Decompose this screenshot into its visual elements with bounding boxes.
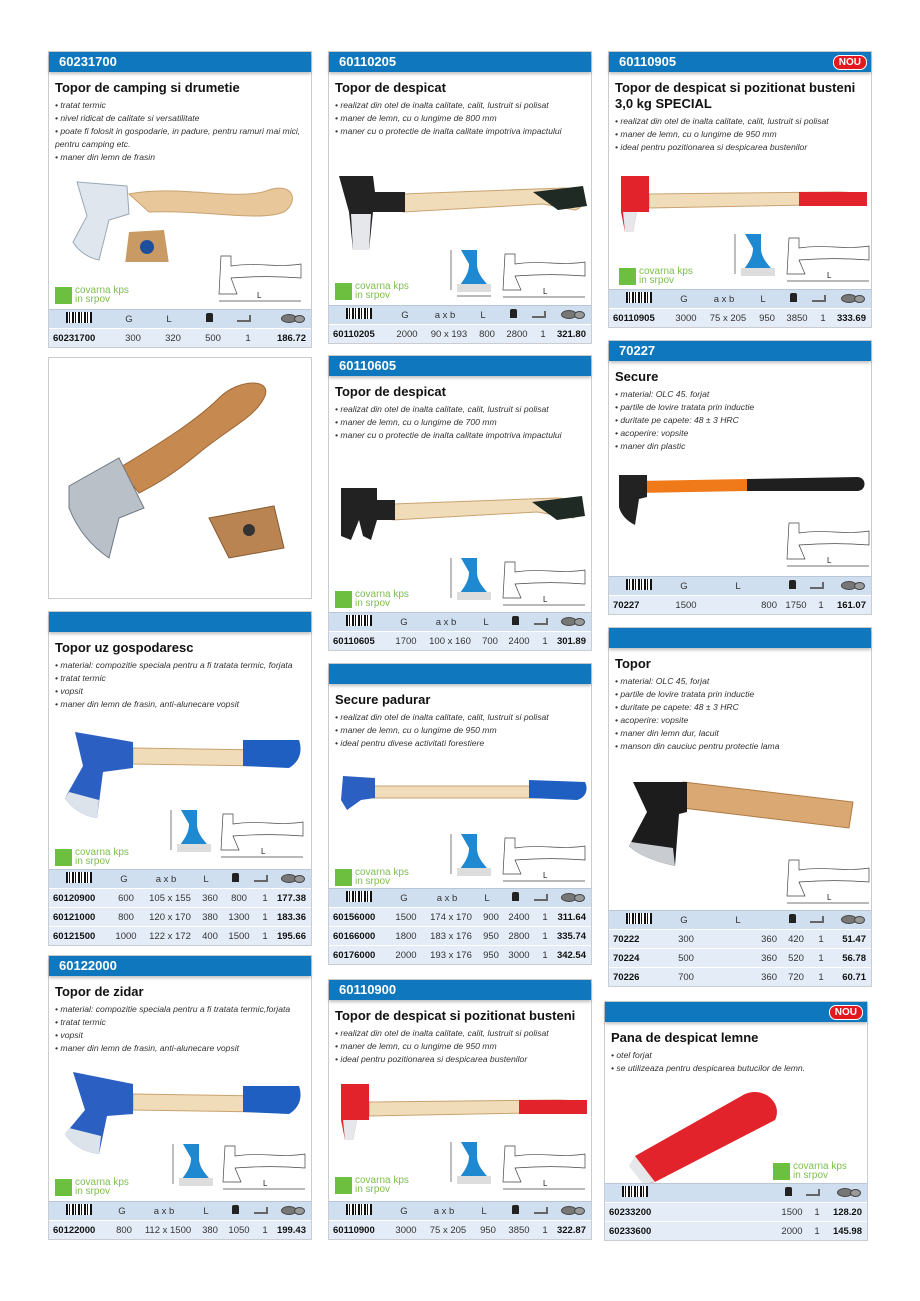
brand-logo-mark-icon	[335, 591, 352, 608]
head-dimension-diagram	[447, 248, 497, 300]
brand-logo-mark-icon	[335, 283, 352, 300]
feature-item: • partile de lovire tratata prin inductie	[615, 688, 865, 701]
weight-icon	[512, 616, 519, 625]
svg-text:L: L	[261, 847, 266, 856]
table-row: 60156000 1500 174 x 170 900 2400 1 311.64	[329, 907, 591, 926]
product-card-60110905	[608, 51, 872, 328]
dimension-diagram	[785, 858, 871, 906]
coins-icon	[561, 891, 585, 902]
product-title: Topor uz gospodaresc	[55, 640, 194, 655]
table-row: 60121000 800 120 x 170 380 1300 1 183.36	[49, 907, 311, 926]
spec-table	[609, 576, 871, 614]
dimension-diagram	[785, 236, 871, 284]
product-title: Pana de despicat lemne	[611, 1030, 759, 1045]
coins-icon	[281, 312, 305, 323]
feature-item: • maner cu o protectie de inalta calitate impotriva impactului	[335, 429, 585, 442]
feature-item: • maner de lemn, cu o lungime de 700 mm	[335, 416, 585, 429]
spec-table-header: G L	[609, 910, 871, 929]
svg-text:L: L	[263, 1179, 268, 1188]
package-qty-icon	[534, 894, 548, 901]
barcode-icon	[66, 312, 92, 323]
barcode-icon	[66, 872, 92, 883]
feature-item: • vopsit	[55, 1029, 305, 1042]
svg-text:L: L	[827, 271, 832, 280]
feature-item: • ideal pentru pozitionarea si despicarea bustenilor	[615, 141, 865, 154]
coins-icon	[561, 308, 585, 319]
package-qty-icon	[810, 916, 824, 923]
feature-item: • maner din lemn de frasin, anti-alunecare vopsit	[55, 1042, 305, 1055]
product-card-60110605	[328, 355, 592, 651]
svg-text:L: L	[543, 287, 548, 296]
table-row: 60166000 1800 183 x 176 950 2800 1 335.74	[329, 926, 591, 945]
product-code-header: 60110905 NOU	[609, 52, 871, 72]
brand-logo: covarna kps in srpov	[335, 282, 409, 300]
brand-logo-mark-icon	[773, 1163, 790, 1180]
svg-text:L: L	[543, 1179, 548, 1188]
feature-item: • otel forjat	[611, 1049, 861, 1062]
coins-icon	[561, 1204, 585, 1215]
brand-logo-mark-icon	[335, 1177, 352, 1194]
coins-icon	[281, 872, 305, 883]
feature-item: • tratat termic	[55, 672, 305, 685]
feature-item: • nivel ridicat de calitate si versatilitate	[55, 112, 305, 125]
coins-icon	[561, 615, 585, 626]
product-image	[339, 770, 589, 820]
brand-logo-mark-icon	[55, 849, 72, 866]
feature-item: • maner din lemn de frasin, anti-alunecare vopsit	[55, 698, 305, 711]
feature-list	[615, 675, 865, 753]
feature-list	[335, 1027, 585, 1066]
product-photo	[48, 357, 312, 599]
feature-item: • maner cu o protectie de inalta calitate impotriva impactului	[335, 125, 585, 138]
feature-item: • maner de lemn, cu o lungime de 950 mm	[615, 128, 865, 141]
package-qty-icon	[534, 618, 548, 625]
product-title: Topor de zidar	[55, 984, 144, 999]
weight-icon	[512, 892, 519, 901]
package-qty-icon	[254, 875, 268, 882]
coins-icon	[841, 292, 865, 303]
package-qty-icon	[534, 1207, 548, 1214]
spec-table-header: G a x b L	[329, 888, 591, 907]
package-qty-icon	[254, 1207, 268, 1214]
weight-icon	[206, 313, 213, 322]
head-dimension-diagram	[731, 232, 781, 284]
table-row: 60231700 300 320 500 1 186.72	[49, 328, 311, 347]
dimension-diagram	[501, 252, 587, 300]
feature-list	[55, 1003, 305, 1055]
package-qty-icon	[532, 311, 546, 318]
product-code-header: 60110900	[329, 980, 591, 1000]
spec-table	[605, 1183, 867, 1240]
head-dimension-diagram	[447, 1140, 497, 1192]
feature-item: • maner de lemn, cu o lungime de 950 mm	[335, 724, 585, 737]
feature-item: • realizat din otel de inalta calitate, calit, lustruit si polisat	[335, 403, 585, 416]
feature-item: • material: compozitie speciala pentru a fi tratata termic,forjata	[55, 1003, 305, 1016]
product-image	[625, 1086, 785, 1186]
spec-table-header: G L	[609, 576, 871, 595]
feature-item: • maner din plastic	[615, 440, 865, 453]
table-row: 60110905 3000 75 x 205 950 3850 1 333.69	[609, 308, 871, 327]
product-title: Topor de despicat si pozitionat busteni 3,0 kg SPECIAL	[615, 80, 856, 111]
package-qty-icon	[810, 582, 824, 589]
dimension-diagram	[501, 836, 587, 884]
brand-logo: covarna kps in srpov	[773, 1162, 847, 1180]
weight-icon	[232, 873, 239, 882]
table-row: 70227 1500 800 1750 1 161.07	[609, 595, 871, 614]
weight-icon	[232, 1205, 239, 1214]
table-row: 60110900 3000 75 x 205 950 3850 1 322.87	[329, 1220, 591, 1239]
product-title: Secure	[615, 369, 659, 384]
barcode-icon	[346, 891, 372, 902]
package-qty-icon	[237, 315, 251, 322]
barcode-icon	[626, 579, 652, 590]
spec-table-header: G a x b L	[49, 869, 311, 888]
spec-table	[609, 910, 871, 986]
product-code-header: 60122000	[49, 956, 311, 976]
product-code-header	[49, 612, 311, 632]
product-image	[337, 480, 587, 550]
barcode-icon	[626, 292, 652, 303]
product-card-60231700	[48, 51, 312, 348]
spec-table-header	[605, 1183, 867, 1202]
brand-logo: covarna kps in srpov	[335, 590, 409, 608]
brand-logo-mark-icon	[619, 268, 636, 285]
svg-text:L: L	[827, 893, 832, 902]
feature-list	[55, 659, 305, 711]
brand-logo: covarna kps in srpov	[619, 267, 693, 285]
coins-icon	[841, 579, 865, 590]
feature-item: • acoperire: vopsite	[615, 714, 865, 727]
product-image	[63, 722, 303, 822]
weight-icon	[789, 914, 796, 923]
weight-icon	[790, 293, 797, 302]
table-row: 60110205 2000 90 x 193 800 2800 1 321.80	[329, 324, 591, 343]
feature-item: • ideal pentru pozitionarea si despicarea bustenilor	[335, 1053, 585, 1066]
barcode-icon	[346, 308, 372, 319]
dimension-diagram	[219, 812, 305, 860]
feature-item: • poate fi folosit in gospodarie, in padure, pentru ramuri mai mici, pentru camping etc.	[55, 125, 305, 151]
product-card-pana-de-despicat	[604, 1001, 868, 1241]
feature-item: • vopsit	[55, 685, 305, 698]
barcode-icon	[622, 1186, 648, 1197]
product-code-header	[609, 628, 871, 648]
feature-item: • realizat din otel de inalta calitate, calit, lustruit si polisat	[335, 99, 585, 112]
barcode-icon	[346, 615, 372, 626]
feature-item: • realizat din otel de inalta calitate, calit, lustruit si polisat	[335, 1027, 585, 1040]
svg-text:L: L	[543, 871, 548, 880]
feature-list	[335, 403, 585, 442]
weight-icon	[510, 309, 517, 318]
brand-logo: covarna kps in srpov	[55, 848, 129, 866]
table-row: 60121500 1000 122 x 172 400 1500 1 195.66	[49, 926, 311, 945]
product-image	[69, 172, 299, 262]
dimension-diagram	[785, 521, 871, 569]
product-title: Secure padurar	[335, 692, 431, 707]
spec-table-header: G a x b L	[49, 1201, 311, 1220]
spec-table-header: G a x b L	[329, 612, 591, 631]
table-row: 70226 700 360 720 1 60.71	[609, 967, 871, 986]
svg-text:L: L	[827, 556, 832, 565]
product-card-60110900	[328, 979, 592, 1240]
dimension-diagram	[501, 1144, 587, 1192]
table-row: 60176000 2000 193 x 176 950 3000 1 342.54	[329, 945, 591, 964]
product-title: Topor de despicat si pozitionat busteni	[335, 1008, 576, 1023]
coins-icon	[837, 1186, 861, 1197]
spec-table	[49, 309, 311, 347]
table-row: 60120900 600 105 x 155 360 800 1 177.38	[49, 888, 311, 907]
new-badge: NOU	[829, 1005, 863, 1020]
brand-logo: covarna kps in srpov	[335, 1176, 409, 1194]
product-image	[339, 1080, 589, 1140]
feature-item: • manson din cauciuc pentru protectie lama	[615, 740, 865, 753]
spec-table	[49, 869, 311, 945]
coins-icon	[281, 1204, 305, 1215]
product-code-header	[605, 1002, 867, 1022]
new-badge: NOU	[833, 55, 867, 70]
weight-icon	[512, 1205, 519, 1214]
feature-item: • duritate pe capete: 48 ± 3 HRC	[615, 414, 865, 427]
feature-item: • maner din lemn dur, lacuit	[615, 727, 865, 740]
spec-table-header: G a x b L	[329, 305, 591, 324]
spec-table	[49, 1201, 311, 1239]
feature-list	[335, 711, 585, 750]
table-row: 60122000 800 112 x 1500 380 1050 1 199.43	[49, 1220, 311, 1239]
head-dimension-diagram	[169, 1142, 219, 1194]
product-code-header: 70227	[609, 341, 871, 361]
feature-item: • duritate pe capete: 48 ± 3 HRC	[615, 701, 865, 714]
feature-item: • realizat din otel de inalta calitate, calit, lustruit si polisat	[335, 711, 585, 724]
dimension-diagram	[217, 254, 303, 304]
weight-icon	[789, 580, 796, 589]
coins-icon	[841, 913, 865, 924]
spec-table	[609, 289, 871, 327]
feature-list	[615, 115, 865, 154]
head-dimension-diagram	[447, 832, 497, 884]
svg-text:L: L	[543, 595, 548, 604]
table-row: 70224 500 360 520 1 56.78	[609, 948, 871, 967]
package-qty-icon	[812, 295, 826, 302]
product-card-topor-uz-gospodaresc	[48, 611, 312, 946]
barcode-icon	[66, 1204, 92, 1215]
brand-logo-mark-icon	[55, 287, 72, 304]
brand-logo: covarna kps in srpov	[55, 286, 129, 304]
product-card-60110205	[328, 51, 592, 344]
product-image	[333, 170, 589, 250]
product-title: Topor de despicat	[335, 384, 446, 399]
feature-item: • material: compozitie speciala pentru a fi tratata termic, forjata	[55, 659, 305, 672]
table-row: 60110605 1700 100 x 160 700 2400 1 301.89	[329, 631, 591, 650]
table-row: 60233600 2000 1 145.98	[605, 1221, 867, 1240]
feature-item: • tratat termic	[55, 99, 305, 112]
spec-table	[329, 1201, 591, 1239]
head-dimension-diagram	[447, 556, 497, 608]
weight-icon	[785, 1187, 792, 1196]
product-code-header	[329, 664, 591, 684]
head-dimension-diagram	[167, 808, 217, 860]
brand-logo-mark-icon	[55, 1179, 72, 1196]
feature-item: • material: OLC 45. forjat	[615, 388, 865, 401]
feature-item: • ideal pentru divese activitati forestiere	[335, 737, 585, 750]
spec-table-header: G a x b L	[329, 1201, 591, 1220]
feature-item: • tratat termic	[55, 1016, 305, 1029]
brand-logo: covarna kps in srpov	[335, 868, 409, 886]
barcode-icon	[626, 913, 652, 924]
brand-logo-mark-icon	[335, 869, 352, 886]
product-card-secure-padurar	[328, 663, 592, 965]
product-code-header: 60110605	[329, 356, 591, 376]
spec-table-header: G L	[49, 309, 311, 328]
product-image	[623, 762, 863, 872]
product-card-60122000	[48, 955, 312, 1240]
feature-list	[335, 99, 585, 138]
spec-table	[329, 305, 591, 343]
dimension-diagram	[501, 560, 587, 608]
product-code-header: 60231700	[49, 52, 311, 72]
dimension-diagram	[221, 1144, 307, 1192]
feature-item: • maner de lemn, cu o lungime de 950 mm	[335, 1040, 585, 1053]
feature-list	[611, 1049, 861, 1075]
product-card-70227	[608, 340, 872, 615]
feature-item: • maner de lemn, cu o lungime de 800 mm	[335, 112, 585, 125]
brand-logo: covarna kps in srpov	[55, 1178, 129, 1196]
spec-table	[329, 888, 591, 964]
spec-table-header: G a x b L	[609, 289, 871, 308]
spec-table	[329, 612, 591, 650]
product-image	[617, 459, 867, 529]
feature-item: • se utilizeaza pentru despicarea butucilor de lemn.	[611, 1062, 861, 1075]
barcode-icon	[346, 1204, 372, 1215]
product-code-header: 60110205	[329, 52, 591, 72]
feature-list	[55, 99, 305, 164]
table-row: 60233200 1500 1 128.20	[605, 1202, 867, 1221]
feature-item: • acoperire: vopsite	[615, 427, 865, 440]
feature-item: • material: OLC 45, forjat	[615, 675, 865, 688]
feature-item: • partile de lovire tratata prin inductie	[615, 401, 865, 414]
feature-item: • realizat din otel de inalta calitate, calit, lustruit si polisat	[615, 115, 865, 128]
product-title: Topor de despicat	[335, 80, 446, 95]
axe-photo-image	[49, 358, 311, 598]
product-image	[619, 172, 869, 232]
table-row: 70222 300 360 420 1 51.47	[609, 929, 871, 948]
feature-item: • maner din lemn de frasin	[55, 151, 305, 164]
product-title: Topor de camping si drumetie	[55, 80, 240, 95]
package-qty-icon	[806, 1189, 820, 1196]
product-card-topor	[608, 627, 872, 987]
product-title: Topor	[615, 656, 651, 671]
feature-list	[615, 388, 865, 453]
svg-text:L: L	[257, 291, 262, 300]
